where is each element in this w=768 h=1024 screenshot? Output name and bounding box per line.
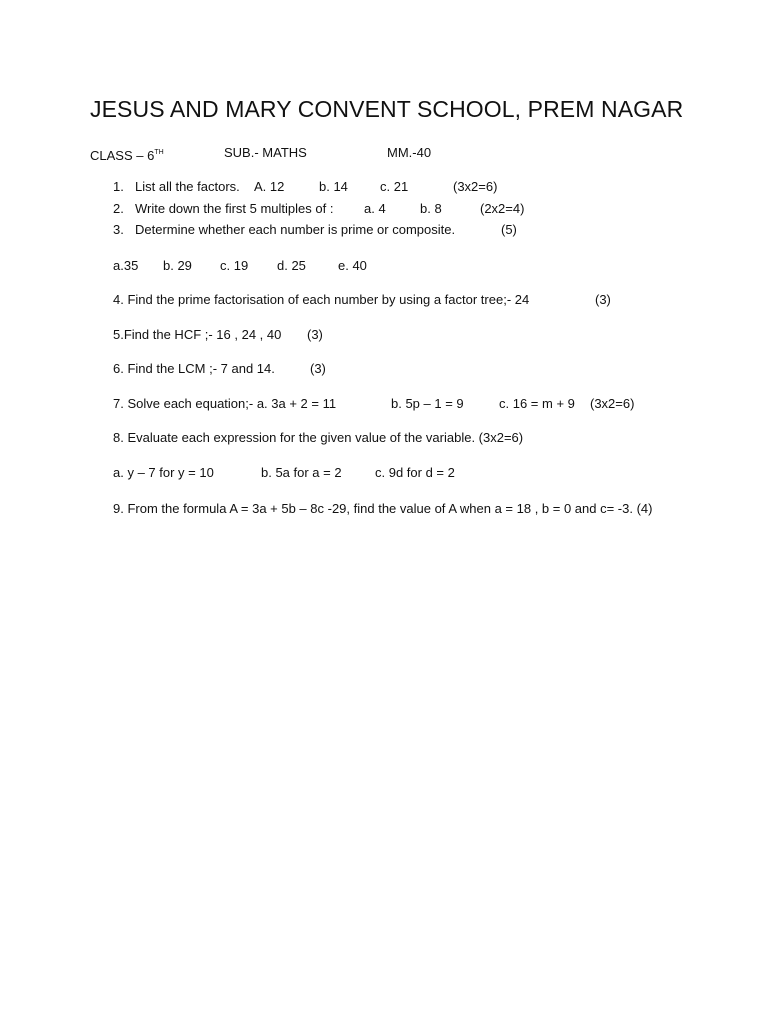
option-e: e. 40 (338, 258, 367, 273)
option-d: d. 25 (277, 258, 306, 273)
question-8-options (113, 465, 513, 481)
option-b: b. 14 (319, 179, 348, 194)
option-a: a.35 (113, 258, 139, 273)
question-text: 5.Find the HCF ;- 16 , 24 , 40 (113, 327, 282, 342)
question-number: 1. (113, 179, 124, 194)
option-b: b. 29 (163, 258, 192, 273)
question-7 (113, 396, 673, 412)
question-marks: (3x2=6) (590, 396, 635, 411)
question-9: 9. From the formula A = 3a + 5b – 8c -29, find the value of A when a = 18 , b = 0 and c= -3. (4) (113, 501, 653, 516)
question-3-options (113, 258, 413, 274)
question-text: Write down the first 5 multiples of : (135, 201, 334, 216)
question-text: 4. Find the prime factorisation of each number by using a factor tree;- 24 (113, 292, 530, 307)
max-marks-label: MM.-40 (387, 145, 432, 160)
question-1 (113, 179, 533, 195)
class-superscript: TH (154, 149, 164, 156)
option-a: a. y – 7 for y = 10 (113, 465, 214, 480)
question-6 (113, 361, 413, 377)
option-b: b. 8 (420, 201, 442, 216)
question-text: List all the factors. (135, 179, 240, 194)
question-number: 3. (113, 222, 124, 237)
question-2 (113, 201, 553, 217)
option-b: b. 5p – 1 = 9 (391, 396, 464, 411)
question-text: 6. Find the LCM ;- 7 and 14. (113, 361, 275, 376)
class-text: CLASS – 6 (90, 148, 155, 163)
question-text: 8. Evaluate each expression for the given value of the variable. (3x2=6) (113, 430, 524, 445)
question-marks: (2x2=4) (480, 201, 525, 216)
subject-label: SUB.- MATHS (224, 145, 307, 160)
question-3 (113, 222, 553, 238)
question-text: Determine whether each number is prime or composite. (135, 222, 456, 237)
school-title: JESUS AND MARY CONVENT SCHOOL, PREM NAGAR (90, 96, 684, 122)
question-marks: (3x2=6) (453, 179, 498, 194)
option-a: a. 4 (364, 201, 386, 216)
question-marks: (3) (307, 327, 323, 342)
header-info-line (90, 145, 490, 161)
option-b: b. 5a for a = 2 (261, 465, 342, 480)
question-4 (113, 292, 633, 308)
question-5 (113, 327, 413, 343)
option-c: c. 9d for d = 2 (375, 465, 455, 480)
question-marks: (5) (501, 222, 517, 237)
question-text: 7. Solve each equation;- a. 3a + 2 = 11 (113, 396, 337, 411)
question-number: 2. (113, 201, 124, 216)
question-marks: (3) (595, 292, 611, 307)
question-marks: (3) (310, 361, 326, 376)
option-a: A. 12 (254, 179, 285, 194)
option-c: c. 19 (220, 258, 249, 273)
option-c: c. 21 (380, 179, 409, 194)
option-c: c. 16 = m + 9 (499, 396, 575, 411)
class-label (90, 145, 164, 164)
question-8 (113, 430, 673, 446)
